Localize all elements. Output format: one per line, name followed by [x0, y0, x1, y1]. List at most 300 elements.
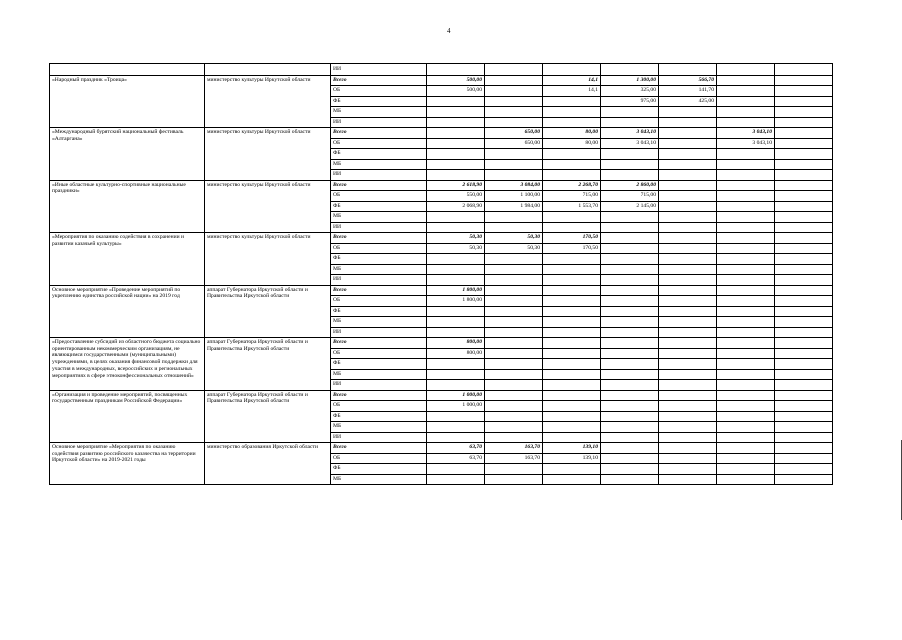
value-cell	[543, 359, 601, 370]
value-cell	[427, 254, 485, 265]
funding-source-cell: ОБ	[331, 191, 427, 202]
value-cell	[601, 212, 659, 223]
value-cell	[659, 380, 717, 391]
value-cell	[543, 222, 601, 233]
value-cell	[485, 75, 543, 86]
value-cell	[717, 390, 775, 401]
value-cell: 2 145,00	[601, 201, 659, 212]
value-cell	[485, 149, 543, 160]
value-cell	[717, 86, 775, 97]
value-cell	[485, 359, 543, 370]
value-cell	[427, 212, 485, 223]
value-cell	[485, 212, 543, 223]
value-cell: 1 300,00	[601, 75, 659, 86]
funding-source-cell: ФБ	[331, 306, 427, 317]
value-cell	[659, 191, 717, 202]
value-cell	[659, 306, 717, 317]
value-cell	[601, 254, 659, 265]
value-cell: 50,30	[485, 243, 543, 254]
value-cell	[427, 138, 485, 149]
value-cell: 139,10	[543, 453, 601, 464]
value-cell	[775, 117, 833, 128]
value-cell	[775, 201, 833, 212]
value-cell	[601, 348, 659, 359]
value-cell	[485, 254, 543, 265]
table-row	[50, 390, 833, 401]
executor-cell	[205, 64, 331, 76]
value-cell	[543, 401, 601, 412]
value-cell	[601, 306, 659, 317]
value-cell	[775, 306, 833, 317]
value-cell: 800,00	[427, 338, 485, 349]
value-cell	[717, 453, 775, 464]
value-cell	[543, 317, 601, 328]
funding-source-cell: Всего	[331, 128, 427, 139]
value-cell	[601, 401, 659, 412]
value-cell: 80,00	[543, 128, 601, 139]
value-cell	[543, 432, 601, 443]
name-cell	[50, 64, 205, 76]
value-cell	[601, 327, 659, 338]
value-cell: 800,00	[427, 348, 485, 359]
value-cell: 2 860,00	[601, 180, 659, 191]
funding-source-cell: ФБ	[331, 411, 427, 422]
value-cell	[659, 317, 717, 328]
value-cell	[659, 233, 717, 244]
funding-source-cell: МБ	[331, 422, 427, 433]
value-cell	[427, 369, 485, 380]
value-cell: 1 000,00	[427, 401, 485, 412]
value-cell	[485, 285, 543, 296]
table-row	[50, 64, 833, 76]
funding-source-cell: ФБ	[331, 359, 427, 370]
value-cell: 715,00	[543, 191, 601, 202]
value-cell: 1 800,00	[427, 296, 485, 307]
value-cell	[427, 432, 485, 443]
value-cell	[601, 159, 659, 170]
value-cell	[601, 285, 659, 296]
value-cell: 2 068,90	[427, 201, 485, 212]
value-cell	[601, 64, 659, 76]
funding-source-cell: ФБ	[331, 149, 427, 160]
value-cell: 1 984,00	[485, 201, 543, 212]
value-cell: 650,00	[485, 128, 543, 139]
value-cell	[717, 338, 775, 349]
value-cell: 63,70	[427, 443, 485, 454]
table-row	[50, 285, 833, 296]
value-cell	[543, 306, 601, 317]
funding-source-cell: ОБ	[331, 453, 427, 464]
value-cell	[601, 243, 659, 254]
page-number: 4	[447, 27, 451, 35]
value-cell	[717, 254, 775, 265]
value-cell	[775, 138, 833, 149]
value-cell: 1 100,00	[485, 191, 543, 202]
value-cell: 50,30	[427, 243, 485, 254]
budget-table	[49, 63, 833, 485]
value-cell	[485, 390, 543, 401]
value-cell	[775, 453, 833, 464]
executor-cell: министерство культуры Иркутской области	[205, 128, 331, 181]
value-cell	[601, 443, 659, 454]
measure-name-cell: «Организация и проведение мероприятий, посвященных государственным праздникам Российской Федерации»	[50, 390, 205, 443]
value-cell	[717, 75, 775, 86]
executor-cell: министерство культуры Иркутской области	[205, 233, 331, 286]
funding-source-cell: ФБ	[331, 96, 427, 107]
value-cell	[775, 369, 833, 380]
value-cell	[543, 327, 601, 338]
value-cell	[775, 159, 833, 170]
value-cell	[427, 159, 485, 170]
value-cell	[717, 380, 775, 391]
value-cell	[775, 285, 833, 296]
value-cell	[427, 464, 485, 475]
value-cell: 1 800,00	[427, 285, 485, 296]
value-cell	[543, 117, 601, 128]
value-cell	[427, 359, 485, 370]
value-cell	[717, 191, 775, 202]
value-cell	[717, 275, 775, 286]
value-cell	[543, 96, 601, 107]
value-cell	[543, 338, 601, 349]
value-cell	[601, 222, 659, 233]
table-body	[50, 64, 833, 485]
value-cell	[717, 264, 775, 275]
value-cell	[659, 159, 717, 170]
value-cell: 325,00	[601, 86, 659, 97]
funding-source-cell: ИИ	[331, 170, 427, 181]
value-cell	[775, 264, 833, 275]
value-cell	[659, 138, 717, 149]
value-cell: 3 043,10	[717, 138, 775, 149]
value-cell: 975,00	[601, 96, 659, 107]
value-cell	[601, 338, 659, 349]
value-cell	[485, 296, 543, 307]
value-cell: 3 043,10	[717, 128, 775, 139]
funding-source-cell: ИИ	[331, 327, 427, 338]
value-cell	[601, 359, 659, 370]
value-cell	[601, 411, 659, 422]
value-cell	[659, 212, 717, 223]
value-cell	[775, 401, 833, 412]
executor-cell: аппарат Губернатора Иркутской области и Правительства Иркутской области	[205, 285, 331, 338]
value-cell	[717, 117, 775, 128]
value-cell	[427, 149, 485, 160]
value-cell	[427, 327, 485, 338]
value-cell	[427, 264, 485, 275]
value-cell	[775, 86, 833, 97]
funding-source-cell: ИИ	[331, 380, 427, 391]
value-cell	[659, 369, 717, 380]
value-cell	[659, 474, 717, 485]
value-cell	[485, 264, 543, 275]
value-cell	[543, 296, 601, 307]
value-cell	[543, 264, 601, 275]
value-cell	[659, 359, 717, 370]
value-cell: 550,00	[427, 191, 485, 202]
measure-name-cell: Основное мероприятие «Проведение мероприятий по укреплению единства российской нации» на 2019 год	[50, 285, 205, 338]
value-cell	[659, 180, 717, 191]
value-cell	[485, 222, 543, 233]
executor-cell: аппарат Губернатора Иркутской области и Правительства Иркутской области	[205, 338, 331, 391]
value-cell: 650,00	[485, 138, 543, 149]
value-cell	[659, 117, 717, 128]
value-cell	[543, 474, 601, 485]
value-cell	[659, 348, 717, 359]
value-cell	[659, 149, 717, 160]
value-cell	[775, 96, 833, 107]
value-cell	[601, 317, 659, 328]
value-cell	[543, 348, 601, 359]
value-cell: 50,30	[427, 233, 485, 244]
value-cell	[601, 264, 659, 275]
value-cell	[543, 464, 601, 475]
funding-source-cell: МБ	[331, 107, 427, 118]
value-cell	[775, 390, 833, 401]
value-cell: 170,50	[543, 233, 601, 244]
table-row	[50, 75, 833, 86]
value-cell	[659, 170, 717, 181]
measure-name-cell: Основное мероприятие «Мероприятия по оказанию содействия развитию российского казачества на территории Иркутской области» на 2019-2021 годы	[50, 443, 205, 485]
value-cell	[717, 359, 775, 370]
value-cell	[485, 306, 543, 317]
funding-source-cell: Всего	[331, 338, 427, 349]
value-cell	[659, 401, 717, 412]
value-cell	[601, 474, 659, 485]
value-cell	[775, 128, 833, 139]
value-cell: 80,00	[543, 138, 601, 149]
funding-source-cell: ОБ	[331, 296, 427, 307]
value-cell	[543, 285, 601, 296]
source-cell: ИИ	[331, 64, 427, 76]
value-cell: 3 043,10	[601, 128, 659, 139]
funding-source-cell: МБ	[331, 264, 427, 275]
value-cell	[427, 380, 485, 391]
funding-source-cell: ОБ	[331, 401, 427, 412]
funding-source-cell: ФБ	[331, 464, 427, 475]
value-cell	[427, 275, 485, 286]
value-cell	[717, 306, 775, 317]
value-cell	[775, 170, 833, 181]
value-cell	[485, 369, 543, 380]
value-cell	[601, 107, 659, 118]
value-cell	[601, 369, 659, 380]
value-cell	[775, 191, 833, 202]
funding-source-cell: МБ	[331, 212, 427, 223]
value-cell	[485, 117, 543, 128]
value-cell	[717, 432, 775, 443]
value-cell	[775, 254, 833, 265]
funding-source-cell: ИИ	[331, 117, 427, 128]
value-cell	[717, 222, 775, 233]
value-cell	[775, 327, 833, 338]
value-cell	[485, 411, 543, 422]
table-row	[50, 180, 833, 191]
value-cell	[717, 464, 775, 475]
funding-source-cell: ОБ	[331, 243, 427, 254]
value-cell	[543, 369, 601, 380]
funding-source-cell: ИИ	[331, 222, 427, 233]
value-cell	[659, 285, 717, 296]
value-cell	[717, 443, 775, 454]
value-cell	[717, 96, 775, 107]
value-cell: 3 043,10	[601, 138, 659, 149]
value-cell	[775, 338, 833, 349]
value-cell	[659, 338, 717, 349]
value-cell: 2 268,70	[543, 180, 601, 191]
value-cell	[485, 275, 543, 286]
value-cell	[659, 464, 717, 475]
table-row	[50, 338, 833, 349]
value-cell	[717, 285, 775, 296]
value-cell: 1 553,70	[543, 201, 601, 212]
executor-cell: министерство культуры Иркутской области	[205, 180, 331, 233]
value-cell	[775, 275, 833, 286]
value-cell	[775, 243, 833, 254]
executor-cell: министерство образования Иркутской области	[205, 443, 331, 485]
value-cell	[543, 390, 601, 401]
value-cell	[717, 411, 775, 422]
value-cell	[775, 75, 833, 86]
measure-name-cell: «Международный бурятский национальный фестиваль «Алтаргана»	[50, 128, 205, 181]
value-cell	[427, 64, 485, 76]
value-cell	[485, 464, 543, 475]
value-cell	[717, 369, 775, 380]
value-cell	[717, 422, 775, 433]
measure-name-cell: «Народный праздник «Троица»	[50, 75, 205, 128]
value-cell	[775, 422, 833, 433]
value-cell	[543, 212, 601, 223]
value-cell	[659, 390, 717, 401]
value-cell	[485, 64, 543, 76]
value-cell	[485, 159, 543, 170]
value-cell	[601, 170, 659, 181]
funding-source-cell: Всего	[331, 233, 427, 244]
funding-source-cell: ИИ	[331, 432, 427, 443]
value-cell	[775, 64, 833, 76]
value-cell	[601, 422, 659, 433]
value-cell	[717, 474, 775, 485]
value-cell	[485, 170, 543, 181]
value-cell	[601, 296, 659, 307]
value-cell	[659, 128, 717, 139]
value-cell	[717, 180, 775, 191]
value-cell	[775, 107, 833, 118]
value-cell	[775, 212, 833, 223]
value-cell	[485, 86, 543, 97]
value-cell: 566,70	[659, 75, 717, 86]
value-cell	[427, 474, 485, 485]
funding-source-cell: МБ	[331, 317, 427, 328]
value-cell: 141,70	[659, 86, 717, 97]
value-cell	[659, 443, 717, 454]
value-cell	[427, 170, 485, 181]
value-cell	[717, 233, 775, 244]
value-cell	[427, 306, 485, 317]
value-cell	[659, 327, 717, 338]
value-cell	[775, 180, 833, 191]
value-cell	[601, 149, 659, 160]
executor-cell: аппарат Губернатора Иркутской области и Правительства Иркутской области	[205, 390, 331, 443]
value-cell	[485, 327, 543, 338]
value-cell: 715,00	[601, 191, 659, 202]
value-cell: 500,00	[427, 75, 485, 86]
funding-source-cell: Всего	[331, 390, 427, 401]
value-cell	[485, 432, 543, 443]
value-cell	[717, 149, 775, 160]
value-cell	[601, 432, 659, 443]
funding-source-cell: Всего	[331, 443, 427, 454]
value-cell: 425,00	[659, 96, 717, 107]
value-cell	[717, 348, 775, 359]
value-cell	[543, 170, 601, 181]
value-cell	[717, 401, 775, 412]
value-cell	[659, 201, 717, 212]
table-row	[50, 233, 833, 244]
value-cell	[659, 222, 717, 233]
value-cell	[659, 254, 717, 265]
value-cell	[543, 64, 601, 76]
value-cell	[659, 275, 717, 286]
funding-source-cell: ОБ	[331, 138, 427, 149]
value-cell	[659, 64, 717, 76]
value-cell	[717, 296, 775, 307]
value-cell	[485, 401, 543, 412]
value-cell	[427, 117, 485, 128]
value-cell	[775, 222, 833, 233]
value-cell	[775, 149, 833, 160]
value-cell	[601, 275, 659, 286]
value-cell: 139,10	[543, 443, 601, 454]
table-row	[50, 443, 833, 454]
value-cell	[717, 212, 775, 223]
value-cell: 14,1	[543, 75, 601, 86]
measure-name-cell: «Мероприятия по оказанию содействия в сохранении и развитии казачьей культуры»	[50, 233, 205, 286]
funding-source-cell: Всего	[331, 285, 427, 296]
value-cell	[485, 474, 543, 485]
value-cell	[485, 107, 543, 118]
value-cell: 500,00	[427, 86, 485, 97]
value-cell	[427, 222, 485, 233]
funding-source-cell: ОБ	[331, 86, 427, 97]
table-row	[50, 128, 833, 139]
value-cell: 3 084,00	[485, 180, 543, 191]
value-cell	[717, 327, 775, 338]
funding-source-cell: МБ	[331, 474, 427, 485]
value-cell	[659, 422, 717, 433]
value-cell	[775, 359, 833, 370]
value-cell	[717, 243, 775, 254]
value-cell	[485, 422, 543, 433]
funding-source-cell: ФБ	[331, 201, 427, 212]
value-cell	[717, 317, 775, 328]
funding-source-cell: ФБ	[331, 254, 427, 265]
value-cell	[775, 233, 833, 244]
value-cell	[775, 380, 833, 391]
funding-source-cell: ИИ	[331, 275, 427, 286]
funding-source-cell: МБ	[331, 159, 427, 170]
value-cell	[775, 474, 833, 485]
value-cell: 163,70	[485, 443, 543, 454]
value-cell	[601, 233, 659, 244]
value-cell	[543, 380, 601, 391]
value-cell	[717, 159, 775, 170]
value-cell	[485, 96, 543, 107]
value-cell	[717, 64, 775, 76]
measure-name-cell: «Предоставление субсидий из областного бюджета социально ориентированным некоммерческим организациям, не являющимся государственными (муниципальными) учреждениями, в целях оказания финансовой поддержки для участия в международных, всероссийских и региональных мероприятиях в сфере этноконфессиональных отношений»	[50, 338, 205, 391]
value-cell	[775, 317, 833, 328]
value-cell	[601, 453, 659, 464]
